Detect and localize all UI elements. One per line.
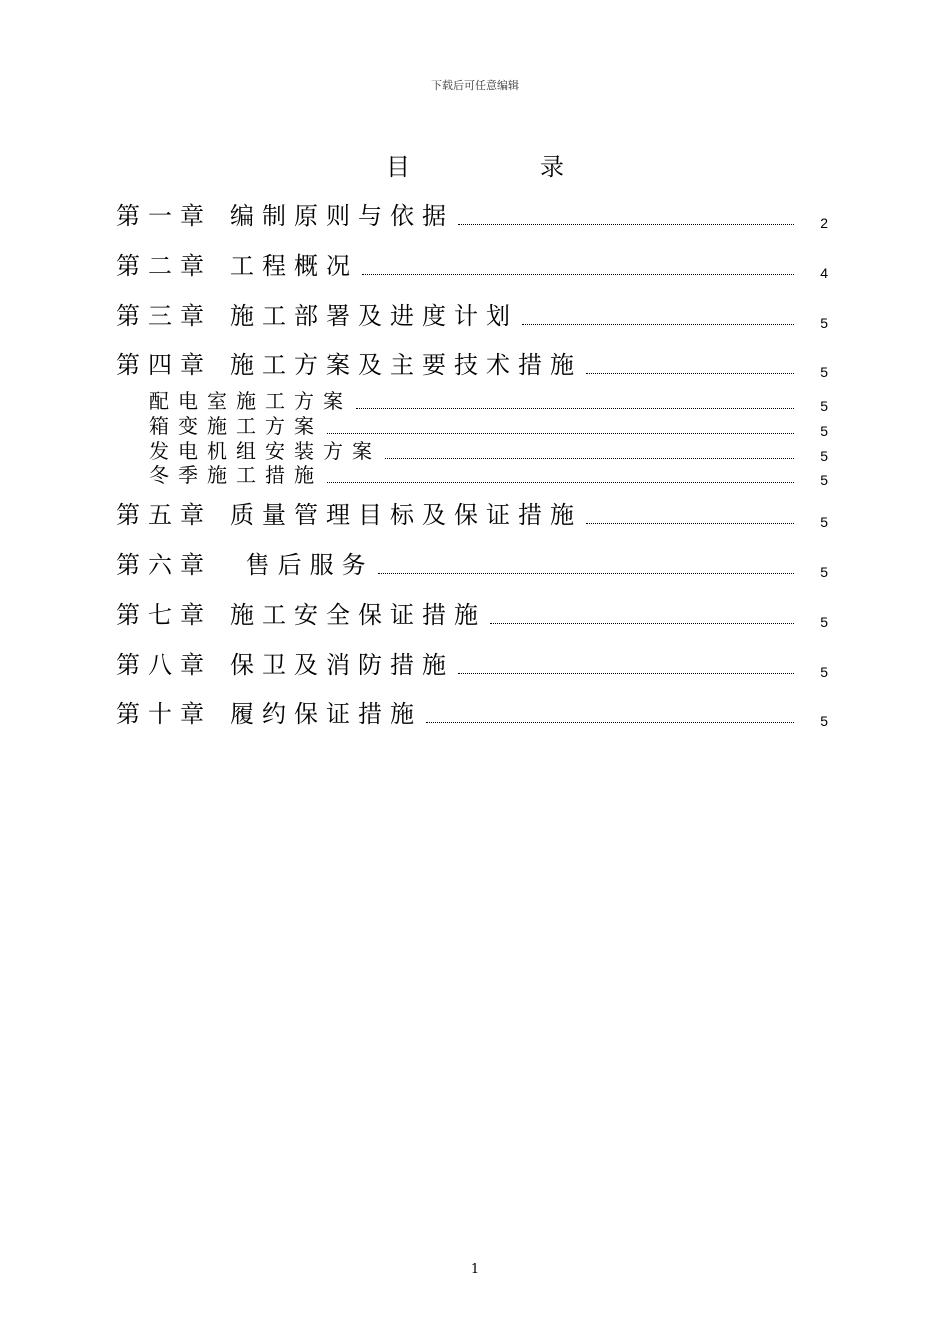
dot-leader (362, 274, 794, 275)
page-ref: 5 (820, 364, 828, 380)
dot-leader (378, 573, 794, 574)
toc-chapter-2[interactable] (116, 246, 828, 281)
toc-chapter-5[interactable] (116, 495, 828, 530)
section-title: 发电机组安装方案 (149, 439, 381, 463)
chapter-title: 工程概况 (230, 252, 358, 280)
dot-leader (385, 458, 794, 459)
chapter-label: 第七章 (116, 601, 212, 629)
chapter-label: 第八章 (116, 651, 212, 679)
section-title: 配电室施工方案 (149, 389, 352, 413)
page-number: 1 (470, 1262, 480, 1277)
chapter-label: 第一章 (116, 202, 212, 230)
toc-section-4[interactable] (149, 461, 828, 488)
toc-section-3[interactable] (149, 437, 828, 464)
dot-leader (327, 482, 794, 483)
chapter-title: 质量管理目标及保证措施 (230, 501, 582, 529)
chapter-title: 施工方案及主要技术措施 (230, 351, 582, 379)
section-title: 箱变施工方案 (149, 414, 323, 438)
toc-section-2[interactable] (149, 412, 828, 439)
toc-chapter-6[interactable] (116, 545, 828, 580)
page-ref: 5 (820, 713, 828, 729)
toc-title-left: 目 (386, 153, 410, 181)
chapter-title: 保卫及消防措施 (230, 651, 454, 679)
chapter-label: 第二章 (116, 252, 212, 280)
dot-leader (458, 224, 794, 225)
page-ref: 5 (820, 664, 828, 680)
page-ref: 5 (820, 315, 828, 331)
dot-leader (327, 433, 794, 434)
dot-leader (458, 673, 794, 674)
dot-leader (356, 408, 794, 409)
page-ref: 5 (820, 514, 828, 530)
chapter-title: 施工部署及进度计划 (230, 302, 518, 330)
dot-leader (522, 324, 794, 325)
toc-chapter-8[interactable] (116, 645, 828, 680)
toc-chapter-4[interactable] (116, 345, 828, 380)
chapter-title: 施工安全保证措施 (230, 601, 486, 629)
chapter-label: 第六章 (116, 551, 212, 579)
section-title: 冬季施工措施 (149, 463, 323, 487)
dot-leader (490, 623, 794, 624)
toc-title-right: 录 (540, 153, 564, 181)
chapter-label: 第五章 (116, 501, 212, 529)
chapter-label: 第四章 (116, 351, 212, 379)
page-ref: 2 (820, 215, 828, 231)
chapter-title: 编制原则与依据 (230, 202, 454, 230)
toc-chapter-7[interactable] (116, 595, 828, 630)
chapter-label: 第三章 (116, 302, 212, 330)
toc-chapter-1[interactable] (116, 196, 828, 231)
page-ref: 5 (820, 614, 828, 630)
page-ref: 5 (820, 398, 828, 414)
chapter-label: 第十章 (116, 700, 212, 728)
toc-chapter-3[interactable] (116, 296, 828, 331)
page-ref: 4 (820, 265, 828, 281)
page-ref: 5 (820, 423, 828, 439)
page-ref: 5 (820, 448, 828, 464)
toc-chapter-10[interactable] (116, 694, 828, 729)
dot-leader (586, 373, 794, 374)
chapter-title: 售后服务 (230, 551, 374, 579)
dot-leader (586, 523, 794, 524)
toc-section-1[interactable] (149, 387, 828, 414)
page-ref: 5 (820, 472, 828, 488)
chapter-title: 履约保证措施 (230, 700, 422, 728)
page-ref: 5 (820, 564, 828, 580)
header-note: 下载后可任意编辑 (431, 79, 519, 92)
dot-leader (426, 722, 794, 723)
